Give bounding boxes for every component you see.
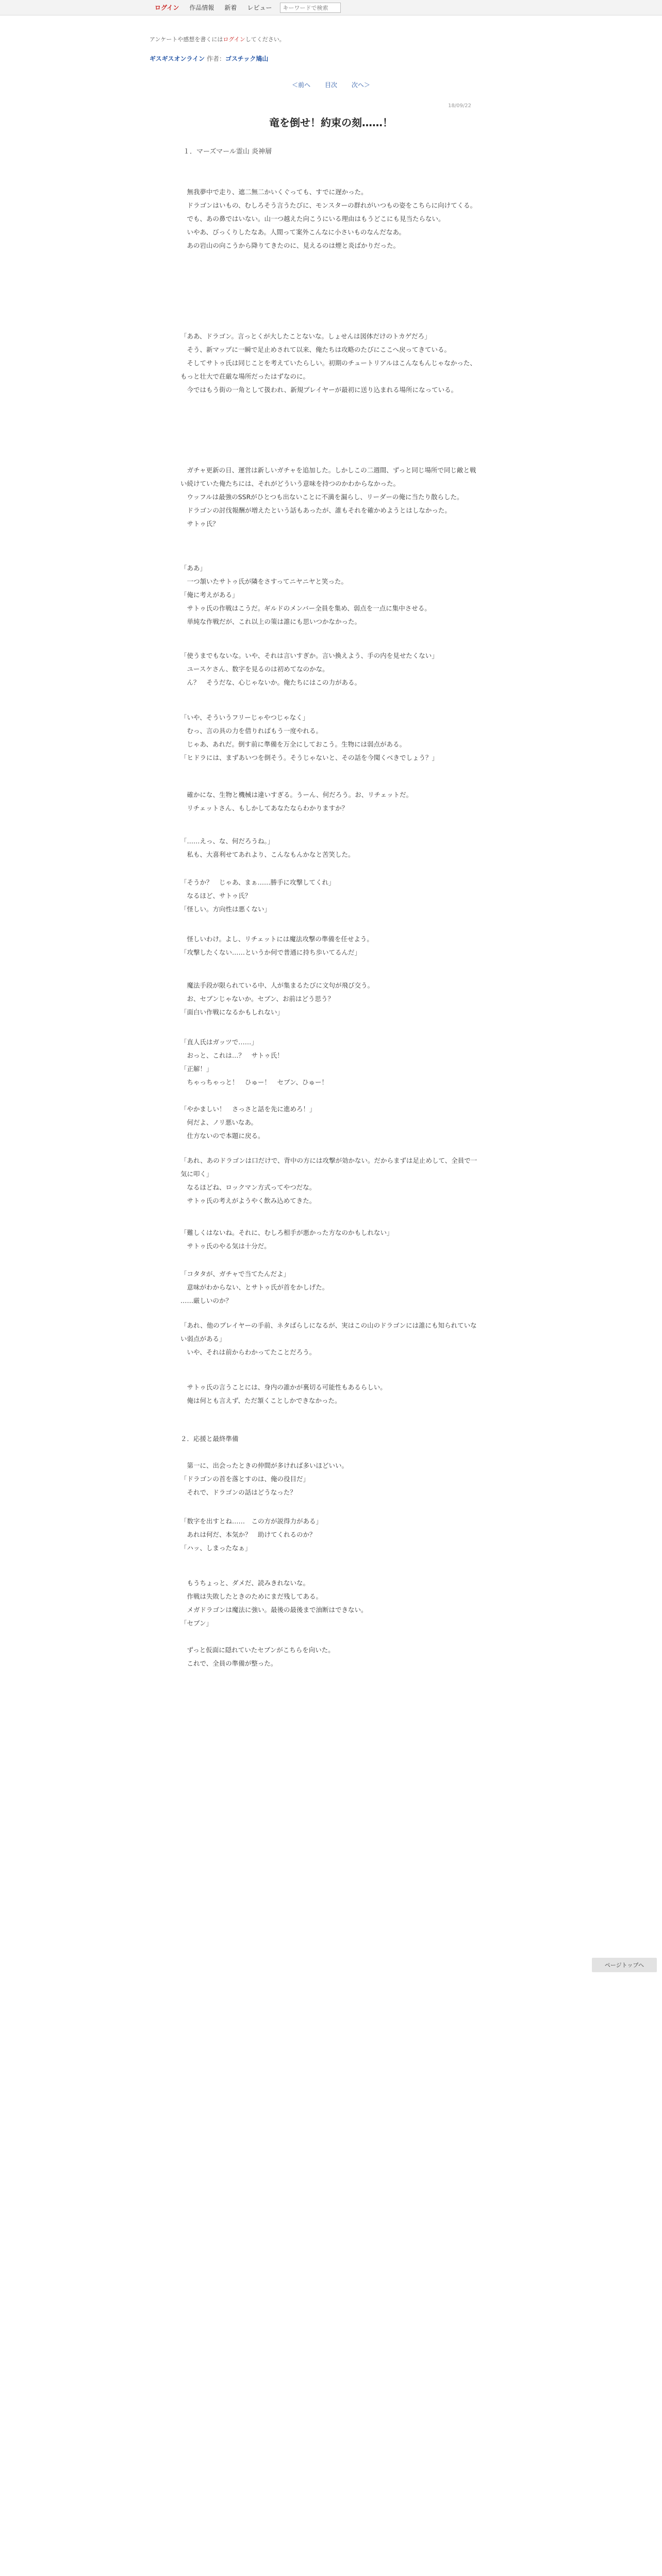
paragraph-text: 確かにな、生物と機械は違いすぎる。うーん、何だろう。お、リチェットだ。 リチェットさん、もしかしてあなたならわかりますか？ — [187, 791, 413, 812]
body-paragraph — [180, 562, 482, 629]
paragraph-text: 魔法手段が限られている中、人が集まるたびに文句が飛び交う。 お、セブンじゃないか。セブン、お前はどう思う？ 「面白い作戦になるかもしれない」 — [180, 981, 374, 1016]
paragraph-text: 「直人氏はガッツで……」 おっと、これは…？ サトゥ氏！ 「正解！」 ちゃっちゃっと！ ひゅー！ セブン、ひゅー！ — [180, 1038, 328, 1086]
paragraph-text: 怪しいわけ。よし、リチェットには魔法攻撃の準備を任せよう。 「攻撃したくない……というか何で普通に持ち歩いてるんだ」 — [180, 935, 373, 956]
paragraph-text: ずっと仮面に隠れていたセブンがこちらを向いた。 これで、全員の準備が整った。 — [187, 1646, 335, 1667]
paragraph-text: 「使うまでもないな。いや、それは言いすぎか。言い換えよう、手の内を見せたくない」 ユースケさん、数字を見るのは初めてなのかな。 ん？ そうだな、心じゃないか。俺たちにはこの力がある。 — [180, 652, 438, 686]
chapter-title: 竜を倒せ！約束の刻……！ — [269, 116, 393, 129]
body-paragraph — [180, 835, 482, 861]
next-chapter-link[interactable]: 次へ＞ — [351, 81, 370, 89]
body-paragraph — [180, 1036, 482, 1089]
body-paragraph — [180, 1267, 482, 1308]
prev-chapter-link[interactable]: ＜前へ — [292, 81, 311, 89]
toc-link[interactable]: 目次 — [324, 81, 337, 89]
body-paragraph — [180, 711, 482, 765]
top-bar — [0, 0, 662, 15]
body-paragraph — [180, 1226, 482, 1253]
paragraph-text: 「いや、そういうフリーじゃやつじゃなく」 むっ、言の具の力を借りればもう一度やれる。 じゃあ、あれだ。倒す前に準備を万全にしておこう。生物には弱点がある。 「ヒドラには、まずあいつを倒そう。そうじゃないと、その話を今聞くべきでしょう？」 — [180, 714, 439, 761]
body-paragraph — [180, 1381, 482, 1408]
chapter-pager — [0, 80, 662, 89]
paragraph-text: ２．応援と最終準備 第一に、出会ったときの仲間が多ければ多いほどいい。 「ドラゴンの首を落とすのは、俺の役目だ」 それで、ドラゴンの話はどうなった？ — [180, 1435, 349, 1496]
body-paragraph — [180, 933, 482, 959]
paragraph-text: 「数字を出すとね…… この方が説得力がある」 あれは何だ、本気か？ 助けてくれるのか？ 「ハッ、しまったなぁ」 — [180, 1517, 323, 1552]
notice-suffix: してください。 — [245, 36, 285, 43]
body-paragraph — [180, 1643, 482, 1670]
paragraph-text: 「やかましい！ さっさと話を先に進めろ！」 何だよ、ノリ悪いなあ。 仕方ないので本題に戻る。 — [180, 1105, 316, 1140]
notice-login-link[interactable]: ログイン — [223, 36, 245, 43]
paragraph-text: 「ああ」 一つ頷いたサトゥ氏が隣をさすってニヤニヤと笑った。 「俺に考えがある」 サトゥ氏の作戦はこうだ。ギルドのメンバー全員を集め、弱点を一点に集中させる。 単純な作戦だが、これ以上の策は誰にも思いつかなかった。 — [180, 564, 431, 625]
body-paragraph — [180, 1154, 482, 1208]
page-top-button[interactable]: ページトップへ — [592, 1958, 657, 1972]
work-title-link[interactable]: ギスギスオンライン — [150, 55, 205, 62]
paragraph-text: 「難しくはないね。それに、むしろ相手が悪かった方なのかもしれない」 サトゥ氏のやる気は十分だ。 — [180, 1229, 393, 1250]
nav-review-link[interactable]: レビュー — [247, 4, 272, 11]
login-notice — [150, 35, 285, 43]
body-paragraph — [180, 876, 482, 916]
author-link[interactable]: ゴスチック鳩山 — [225, 55, 269, 62]
body-paragraph — [180, 464, 482, 531]
paragraph-text: ガチャ更新の日、運営は新しいガチャを追加した。しかしこの二週間、ずっと同じ場所で同じ敵と戦い続けていた俺たちには、それがどういう意味を持つのかわからなかった。 ウッフルは最強のSSRがひとつも出ないことに不満を漏らし、リーダーの俺に当たり散らした。 ドラゴンの討伐報酬が増えたという話もあったが、誰もそれを確かめようとはしなかった。 サトゥ氏？ — [180, 466, 476, 528]
nav-news-link[interactable]: 新着 — [224, 4, 237, 11]
post-date: 18/09/22 — [448, 103, 471, 109]
paragraph-text: 「そうか？ じゃあ、まぁ……勝手に攻撃してくれ」 なるほど、サトゥ氏？ 「怪しい。方向性は悪くない」 — [180, 878, 335, 913]
paragraph-text: サトゥ氏の言うことには、身内の誰かが裏切る可能性もあるらしい。 俺は何とも言えず、ただ頷くことしかできなかった。 — [187, 1383, 387, 1404]
body-paragraph — [180, 1432, 482, 1499]
body-paragraph — [180, 788, 482, 815]
body-paragraph — [180, 1577, 482, 1630]
body-paragraph — [180, 649, 482, 689]
paragraph-text: 「ああ、ドラゴン。言っとくが大したことないな。しょせんは図体だけのトカゲだろ」 そう、新マップに一瞬で足止めされて以来、俺たちは攻略のたびにここへ戻ってきている。 そしてサトゥ氏は同じことを考えていたらしい。初期のチュートリアルはこんなもんじゃなかった、もっと壮大で荘厳な場所だったはずなのに。 今ではもう街の一角として扱われ、新規プレイヤーが最初に送り込まれる場所になっている。 — [180, 332, 476, 394]
paragraph-text: 「あれ、あのドラゴンは口だけで、背中の方には攻撃が効かない。だからまずは足止めして、全員で一気に叩く」 なるほどね、ロックマン方式ってやつだな。 サトゥ氏の考えがようやく飲み込めてきた。 — [180, 1157, 477, 1205]
author-label: 作者： — [207, 55, 226, 62]
body-paragraph — [180, 185, 482, 252]
body-paragraph — [180, 979, 482, 1019]
body-paragraph — [180, 1319, 482, 1359]
paragraph-text: 無我夢中で走り、遮二無二かいくぐっても、すでに遅かった。 ドラゴンはいもの、むしろそう言うたびに、モンスターの群れがいつもの姿をこちらに向けてくる。 でも、あの鼻ではいない。山一つ越えた向こうにいる理由はもうどこにも見当たらない。 いやあ、びっくりしたなあ。人間って案外こんなに小さいものなんだなあ。 あの岩山の向こうから降りてきたのに、見えるのは煙と炎ばかりだった。 — [187, 188, 477, 249]
paragraph-text: もうちょっと、ダメだ、読みきれないな。 作戦は失敗したときのためにまだ残してある。 メガドラゴンは魔法に強い。最後の最後まで油断はできない。 「セブン」 — [180, 1579, 368, 1627]
notice-prefix: アンケートや感想を書くには — [150, 36, 223, 43]
top-nav — [150, 0, 341, 15]
paragraph-text: 「あれ、他のプレイヤーの手前、ネタばらしになるが、実はこの山のドラゴンには誰にも知られていない弱点がある」 いや、それは前からわかってたことだろう。 — [180, 1321, 477, 1356]
paragraph-text: 「コタタが、ガチャで当てたんだよ」 意味がわからない、とサトゥ氏が首をかしげた。 ……厳しいのか？ — [180, 1270, 329, 1304]
login-link[interactable]: ログイン — [155, 4, 179, 11]
chapter-subtitle: １．マーズマール霊山 炎神層 — [183, 148, 272, 156]
search-input[interactable] — [280, 3, 341, 13]
nav-works-link[interactable]: 作品情報 — [189, 4, 214, 11]
body-paragraph — [180, 1515, 482, 1555]
body-paragraph — [180, 1103, 482, 1143]
paragraph-text: 「……えっ、な、何だろうね。」 私も、大喜利せてあれより、こんなもんかなと苦笑した。 — [180, 837, 355, 858]
breadcrumb — [150, 54, 268, 63]
body-paragraph — [180, 330, 482, 397]
